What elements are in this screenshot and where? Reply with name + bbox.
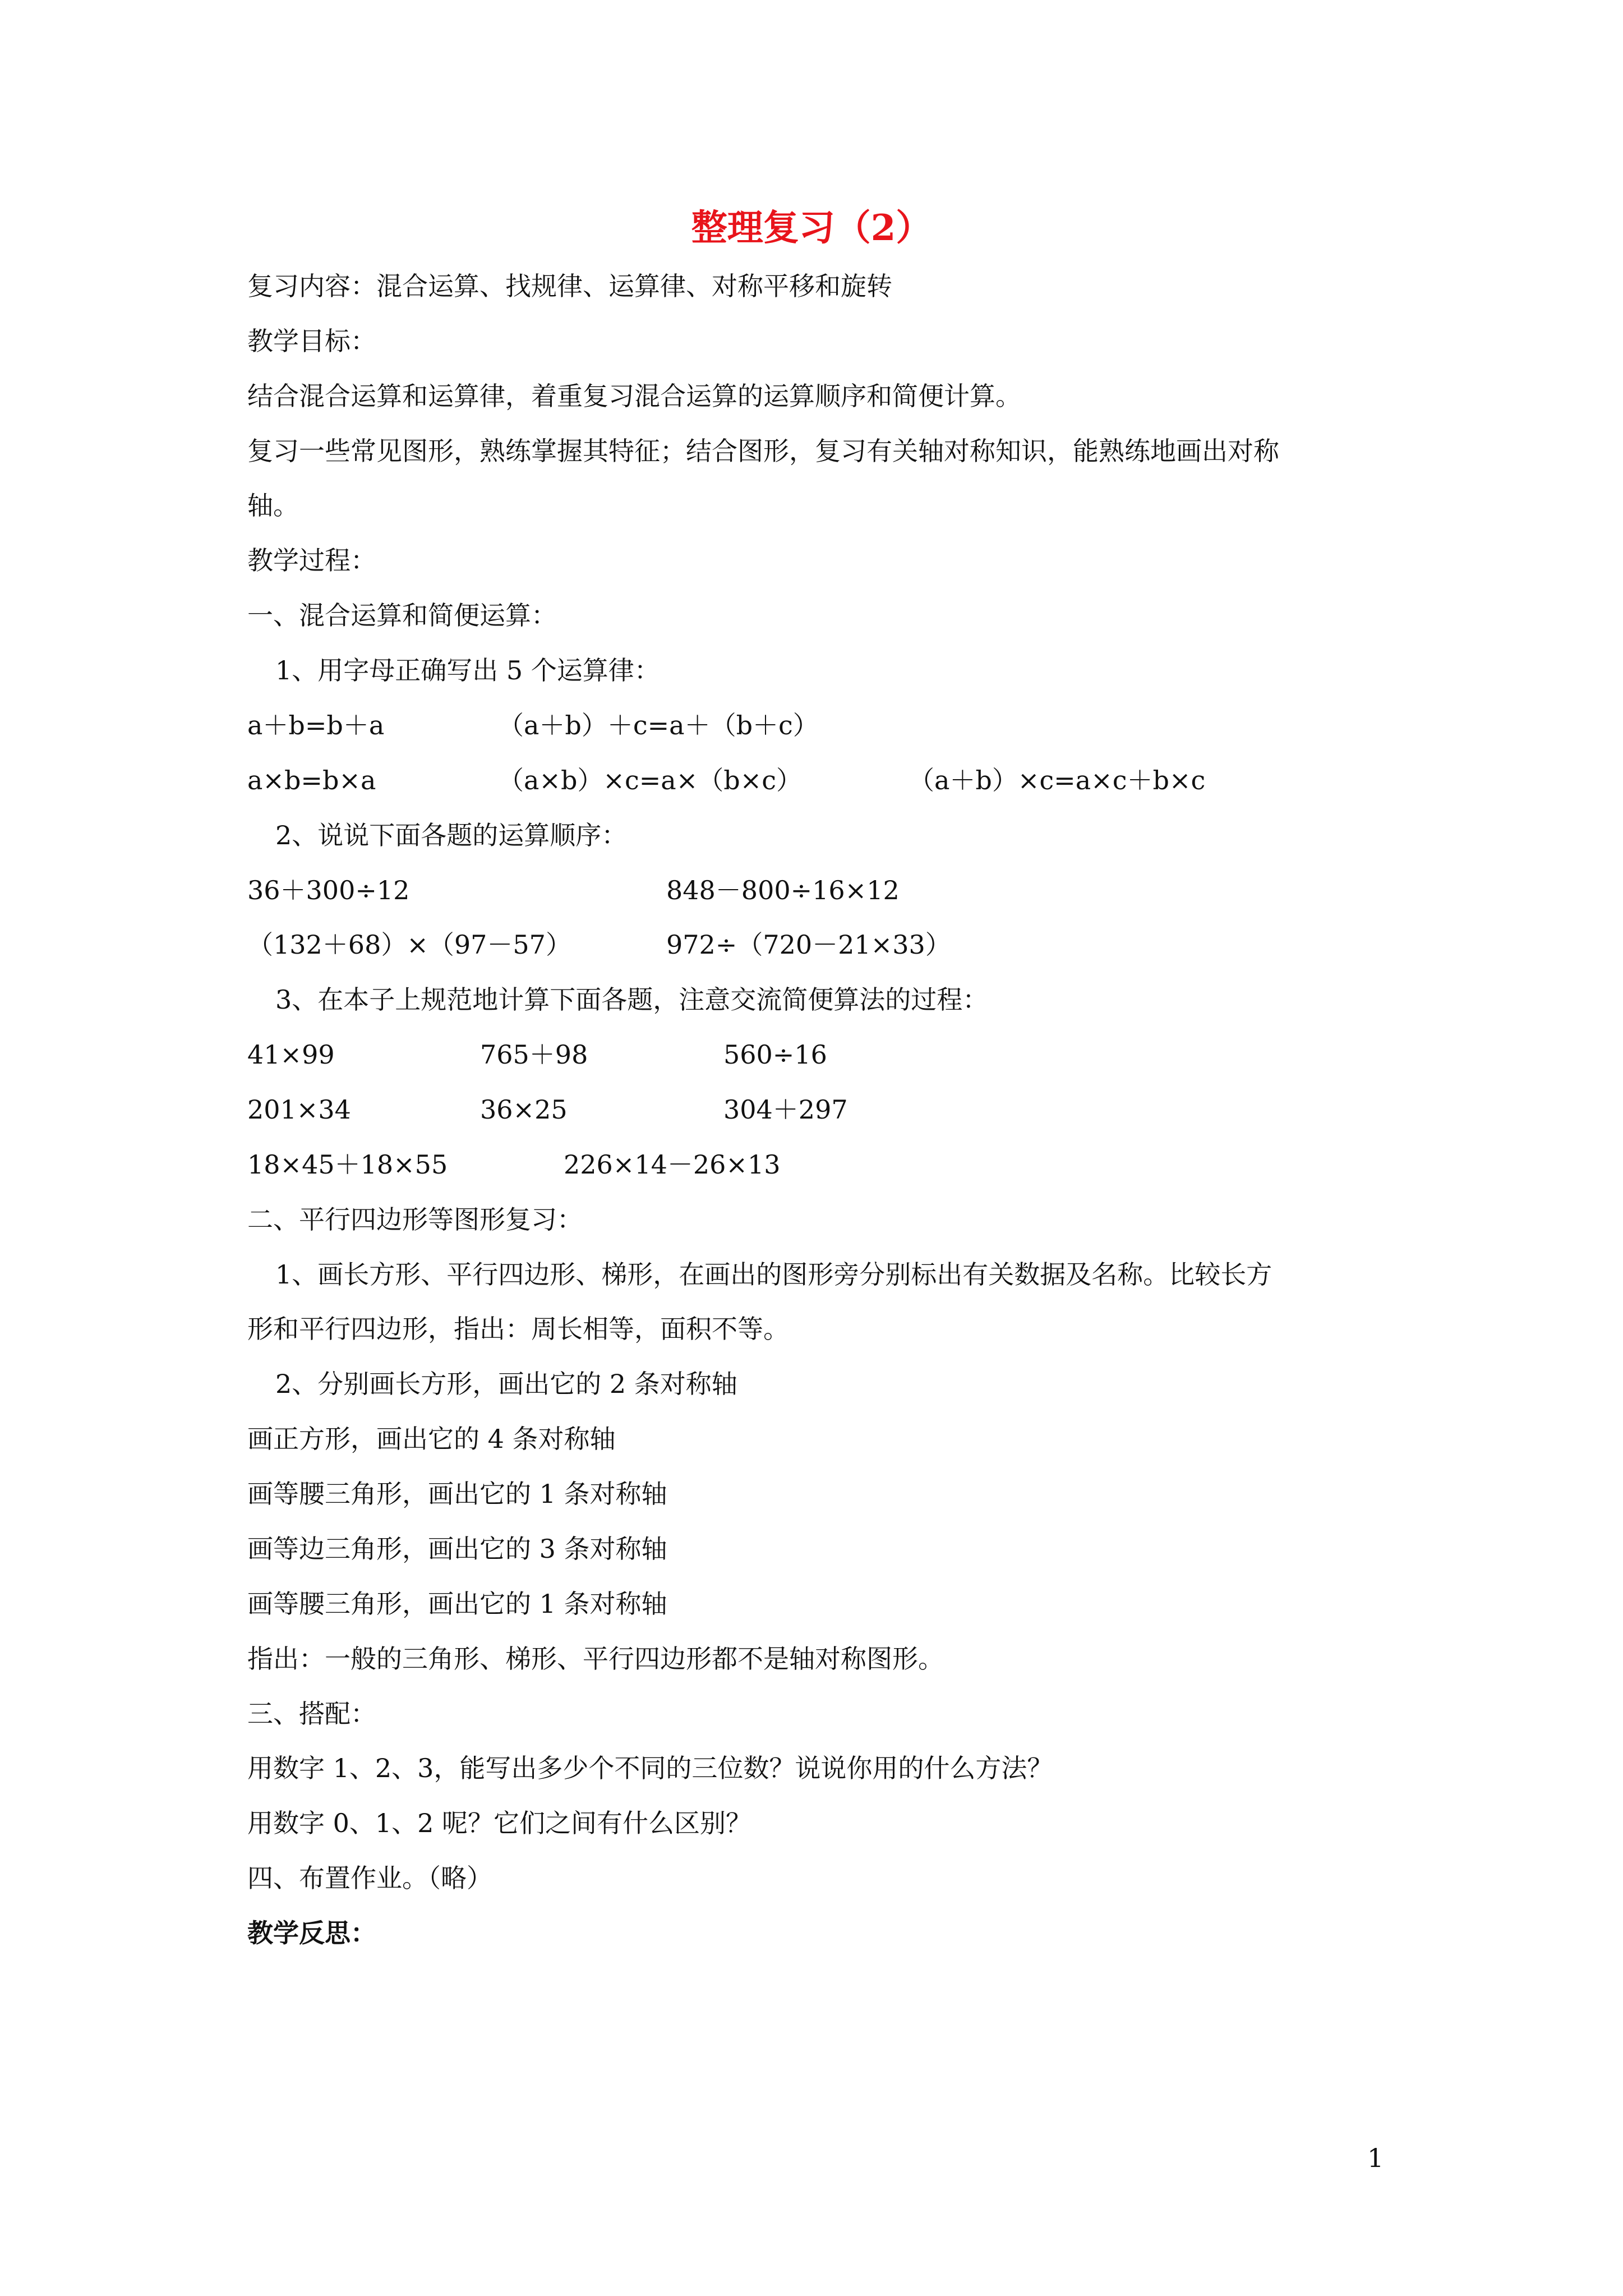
order-expression: 848－800÷16×12 [666,875,900,905]
section-2-heading: 二、平行四边形等图形复习： [247,1204,583,1235]
law-associative-mul: （a×b）×c=a×（b×c） [498,765,802,795]
calc-expression: 36×25 [480,1094,568,1125]
order-expression: （132＋68）×（97－57） [247,930,571,960]
calc-expression: 304＋297 [723,1094,848,1125]
calc-expression: 765＋98 [480,1039,588,1070]
section-2-item-1-line-2: 形和平行四边形，指出：周长相等，面积不等。 [247,1314,789,1344]
calc-expression: 41×99 [247,1039,335,1070]
isosceles-axes-line: 画等腰三角形，画出它的 1 条对称轴 [247,1589,667,1619]
section-3-line-1: 用数字 1、2、3，能写出多少个不同的三位数？说说你用的什么方法？ [247,1753,1053,1783]
calc-expression: 201×34 [247,1094,351,1125]
equilateral-axes-line: 画等边三角形，画出它的 3 条对称轴 [247,1534,667,1564]
reflection-heading: 教学反思： [247,1918,376,1948]
document-title: 整理复习（2） [691,207,932,249]
goal-2-line-1: 复习一些常见图形，熟练掌握其特征；结合图形，复习有关轴对称知识，能熟练地画出对称 [247,436,1279,466]
square-axes-line: 画正方形，画出它的 4 条对称轴 [247,1424,616,1454]
section-3-heading: 三、搭配： [247,1699,376,1729]
law-commutative-mul: a×b=b×a [247,765,376,795]
law-distributive: （a＋b）×c=a×c＋b×c [909,765,1206,795]
goal-2-line-2: 轴。 [247,490,299,521]
section-1-item-1: 1、用字母正确写出 5 个运算律： [275,655,660,685]
isosceles-axes-line: 画等腰三角形，画出它的 1 条对称轴 [247,1479,667,1509]
section-2-note: 指出：一般的三角形、梯形、平行四边形都不是轴对称图形。 [247,1644,944,1674]
goals-heading: 教学目标： [247,326,376,356]
law-commutative-add: a＋b=b＋a [247,710,385,740]
section-1-item-2: 2、说说下面各题的运算顺序： [275,820,628,850]
page-number: 1 [1367,2143,1384,2173]
section-2-item-2: 2、分别画长方形，画出它的 2 条对称轴 [275,1369,737,1399]
calc-expression: 226×14－26×13 [564,1149,781,1180]
section-4-heading: 四、布置作业。（略） [247,1863,492,1893]
order-expression: 36＋300÷12 [247,875,410,905]
review-content-line: 复习内容：混合运算、找规律、运算律、对称平移和旋转 [247,271,892,301]
section-2-item-1-line-1: 1、画长方形、平行四边形、梯形，在画出的图形旁分别标出有关数据及名称。比较长方 [275,1259,1272,1290]
order-expression: 972÷（720－21×33） [666,930,951,960]
calc-expression: 18×45＋18×55 [247,1149,448,1180]
goal-1: 结合混合运算和运算律，着重复习混合运算的运算顺序和简便计算。 [247,381,1021,411]
section-3-line-2: 用数字 0、1、2 呢？它们之间有什么区别？ [247,1808,752,1838]
calc-expression: 560÷16 [723,1039,827,1070]
section-1-item-3: 3、在本子上规范地计算下面各题，注意交流简便算法的过程： [275,984,989,1015]
section-1-heading: 一、混合运算和简便运算： [247,600,557,631]
law-associative-add: （a＋b）＋c=a＋（b＋c） [498,710,819,740]
process-heading: 教学过程： [247,545,376,576]
